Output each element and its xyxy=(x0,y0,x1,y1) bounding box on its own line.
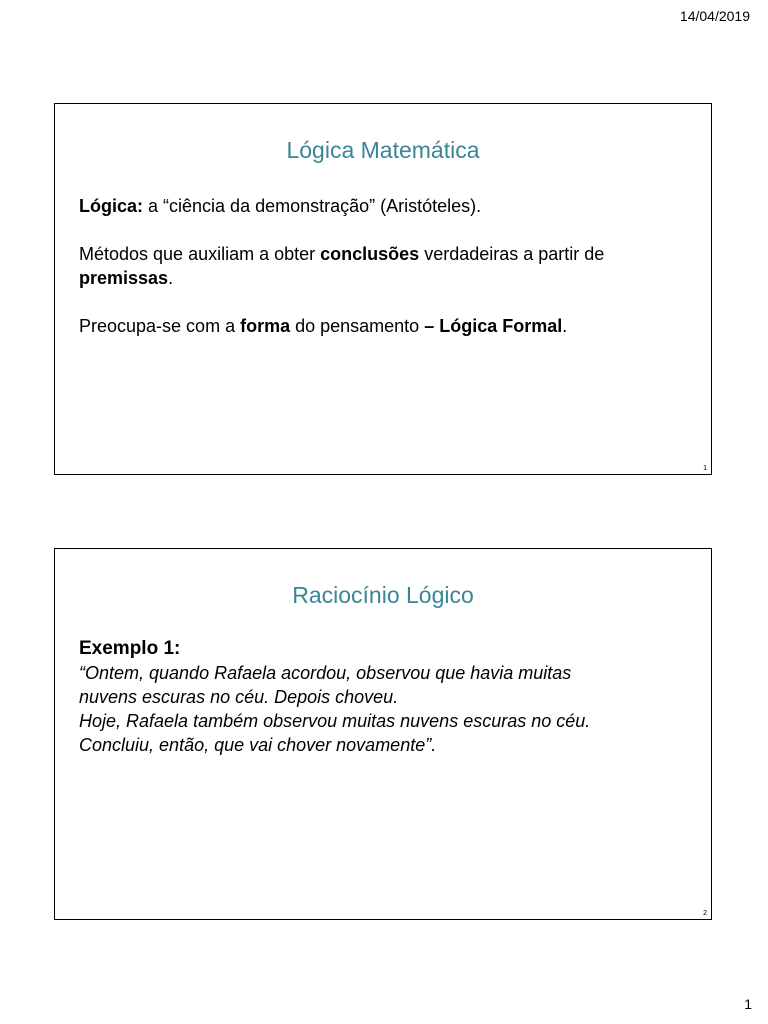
slide-body xyxy=(79,637,681,757)
form-text-c: do pensamento xyxy=(290,316,425,336)
term-premissas: premissas xyxy=(79,268,169,288)
methods-text-c: verdadeiras a partir de xyxy=(419,244,605,264)
slide-title: Lógica Matemática xyxy=(286,137,480,163)
form-text-e: . xyxy=(562,316,568,336)
page-date: 14/04/2019 xyxy=(679,8,750,24)
term-logica: Lógica: xyxy=(79,196,144,216)
slide-body xyxy=(79,194,681,362)
methods-text-e: . xyxy=(168,268,174,288)
paragraph-form xyxy=(79,314,681,338)
slide-number: 1 xyxy=(703,465,707,472)
slide-1 xyxy=(54,103,712,475)
term-forma: forma xyxy=(240,316,291,336)
term-conclusoes: conclusões xyxy=(320,244,420,264)
paragraph-definition xyxy=(79,194,681,218)
page-number: 1 xyxy=(744,996,752,1012)
slide-title: Raciocínio Lógico xyxy=(292,582,474,608)
paragraph-methods xyxy=(79,242,681,290)
term-logica-formal: – Lógica Formal xyxy=(424,316,563,336)
quote-line: “Ontem, quando Rafaela acordou, observou que havia muitas xyxy=(79,663,572,683)
slide-2 xyxy=(54,548,712,920)
quote-line: nuvens escuras no céu. Depois choveu. xyxy=(79,687,399,707)
form-text-a: Preocupa-se com a xyxy=(79,316,241,336)
definition-text: a “ciência da demonstração” (Aristóteles). xyxy=(143,196,482,216)
quote-line: Hoje, Rafaela também observou muitas nuvens escuras no céu. xyxy=(79,711,591,731)
example-heading: Exemplo 1: xyxy=(79,638,181,659)
slide-number: 2 xyxy=(703,910,707,917)
methods-text-a: Métodos que auxiliam a obter xyxy=(79,244,321,264)
quote-line: Concluiu, então, que vai chover novamente”. xyxy=(79,735,437,755)
